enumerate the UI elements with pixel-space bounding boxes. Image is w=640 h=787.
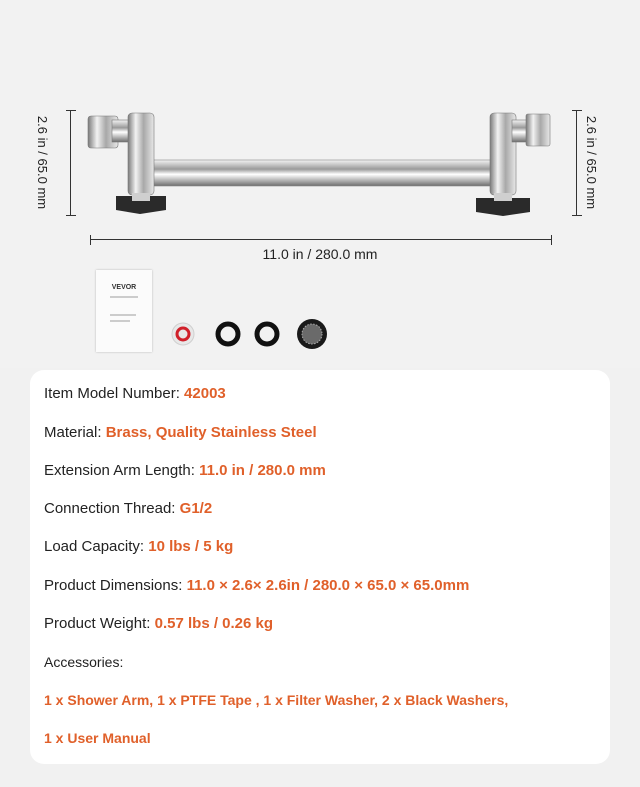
length-label: 11.0 in / 280.0 mm bbox=[262, 246, 378, 262]
ptfe-tape-icon bbox=[172, 323, 194, 345]
spec-row-material bbox=[44, 424, 317, 441]
spec-value: 10 lbs / 5 kg bbox=[148, 538, 234, 555]
black-washer-icon bbox=[257, 324, 277, 344]
spec-card bbox=[30, 370, 610, 764]
height-label-left: 2.6 in / 65.0 mm bbox=[35, 115, 51, 210]
spec-value: 0.57 lbs / 0.26 kg bbox=[154, 615, 274, 632]
accessories-image bbox=[0, 0, 640, 368]
spec-value: 11.0 in / 280.0 mm bbox=[199, 462, 326, 479]
spec-value: 11.0 × 2.6× 2.6in / 280.0 × 65.0 × 65.0mm bbox=[186, 577, 470, 594]
spec-label: Product Weight: bbox=[44, 615, 155, 632]
spec-row-arm-length bbox=[44, 462, 326, 479]
spec-label: Connection Thread: bbox=[44, 500, 180, 517]
spec-label: Load Capacity: bbox=[44, 538, 149, 555]
spec-label: Extension Arm Length: bbox=[44, 462, 200, 479]
spec-row-weight bbox=[44, 615, 273, 632]
spec-row-dimensions bbox=[44, 577, 469, 594]
spec-value: G1/2 bbox=[179, 500, 213, 517]
spec-label: Material: bbox=[44, 424, 106, 441]
spec-row-load bbox=[44, 538, 233, 555]
spec-label: Item Model Number: bbox=[44, 385, 185, 402]
accessories-label: Accessories: bbox=[44, 654, 124, 670]
accessories-line-2: 1 x User Manual bbox=[44, 730, 151, 746]
spec-row-thread bbox=[44, 500, 212, 517]
spec-value: 42003 bbox=[184, 385, 226, 402]
spec-value: Brass, Quality Stainless Steel bbox=[105, 424, 317, 441]
height-label-right: 2.6 in / 65.0 mm bbox=[584, 115, 600, 210]
black-washer-icon bbox=[218, 324, 238, 344]
product-image-area bbox=[0, 0, 640, 368]
accessories-line-1: 1 x Shower Arm, 1 x PTFE Tape , 1 x Filter Washer, 2 x Black Washers, bbox=[44, 692, 509, 708]
spec-label: Product Dimensions: bbox=[44, 577, 187, 594]
manual-brand-logo: VEVOR bbox=[111, 284, 137, 291]
spec-row-model bbox=[44, 385, 226, 402]
filter-washer-icon bbox=[297, 319, 327, 349]
